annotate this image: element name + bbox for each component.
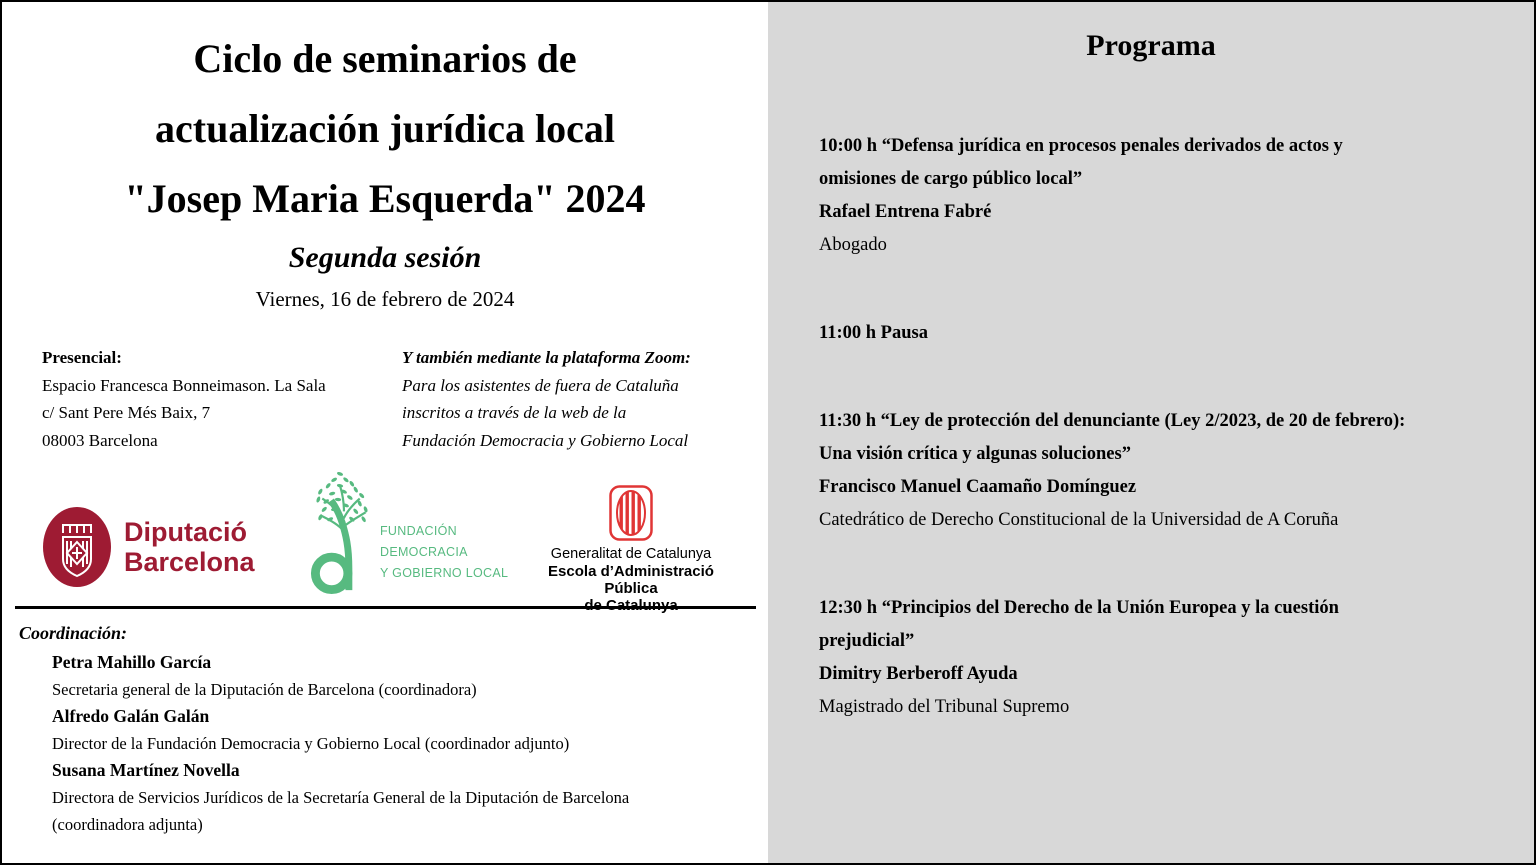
person-role: (coordinadora adjunta) [52, 815, 203, 834]
person-name: Petra Mahillo García [52, 652, 212, 672]
speaker-name: Rafael Entrena Fabré [819, 202, 992, 222]
zoom-platform-line: Para los asistentes de fuera de Cataluña [402, 375, 679, 395]
event-title [2, 24, 768, 234]
senyera-shield-icon [608, 484, 654, 542]
venue-label: Presencial: [42, 348, 122, 367]
program-title: Programa [1086, 29, 1216, 62]
zoom-platform-line: Fundación Democracia y Gobierno Local [402, 430, 689, 450]
speaker-role: Magistrado del Tribunal Supremo [819, 697, 1070, 717]
generalitat-wordmark-line: Generalitat de Catalunya [550, 546, 712, 562]
fundacion-tree-icon [310, 468, 372, 598]
fundacion-wordmark-line: Y GOBIERNO LOCAL [380, 566, 509, 580]
program-item [819, 130, 1494, 262]
event-title-line: Ciclo de seminarios de [193, 36, 577, 81]
program-item [819, 405, 1494, 537]
event-info-panel [2, 2, 768, 863]
program-item-title-line: omisiones de cargo público local” [819, 169, 1083, 189]
coordination-section [2, 621, 768, 838]
program-item-title-line: prejudicial” [819, 631, 915, 651]
diputacio-wordmark-line: Barcelona [124, 547, 255, 577]
program-item-title-line: 11:30 h “Ley de protección del denunciante (Ley 2/2023, de 20 de febrero): [819, 411, 1406, 431]
attendance-info-row [2, 344, 768, 454]
program-item-title-line: 10:00 h “Defensa jurídica en procesos penales derivados de actos y [819, 136, 1343, 156]
program-item [819, 317, 1494, 350]
diputacio-emblem-icon [42, 506, 112, 588]
fundacion-wordmark-line: DEMOCRACIA [380, 545, 468, 559]
venue-line: Espacio Francesca Bonneimason. La Sala [42, 375, 326, 395]
zoom-platform-label: Y también mediante la plataforma Zoom: [402, 348, 691, 367]
person-role: Director de la Fundación Democracia y Gobierno Local (coordinador adjunto) [52, 734, 570, 753]
person-name: Susana Martínez Novella [52, 760, 240, 780]
diputacio-wordmark [124, 517, 255, 577]
person-name: Alfredo Galán Galán [52, 706, 210, 726]
diputacio-barcelona-logo [42, 506, 255, 588]
generalitat-wordmark-line: de Catalunya [584, 597, 678, 614]
speaker-name: Dimitry Berberoff Ayuda [819, 664, 1018, 684]
fundacion-wordmark-line: FUNDACIÓN [380, 524, 458, 538]
event-title-line: actualización jurídica local [155, 106, 615, 151]
person-role: Secretaria general de la Diputación de Barcelona (coordinadora) [52, 680, 477, 699]
program-item-title-line: 11:00 h Pausa [819, 323, 928, 343]
venue-line: c/ Sant Pere Més Baix, 7 [42, 403, 211, 422]
venue-block [42, 344, 402, 454]
zoom-platform-line: inscritos a través de la web de la [402, 403, 627, 422]
session-date: Viernes, 16 de febrero de 2024 [255, 287, 515, 311]
person-role: Directora de Servicios Jurídicos de la Secretaría General de la Diputación de Barcelona [52, 788, 630, 807]
program-panel [768, 2, 1534, 863]
fundacion-democracia-logo [310, 468, 508, 598]
program-item-title-line: Una visión crítica y algunas soluciones” [819, 444, 1131, 464]
diputacio-wordmark-line: Diputació [124, 517, 248, 547]
coordination-people [52, 649, 768, 838]
program-item [819, 592, 1494, 724]
speaker-name: Francisco Manuel Caamaño Domínguez [819, 477, 1137, 497]
generalitat-catalunya-logo [522, 484, 740, 614]
zoom-platform-block [402, 344, 691, 454]
speaker-role: Abogado [819, 235, 887, 255]
fundacion-wordmark [380, 521, 508, 584]
speaker-role: Catedrático de Derecho Constitucional de la Universidad de A Coruña [819, 510, 1339, 530]
program-item-title-line: 12:30 h “Principios del Derecho de la Unión Europea y la cuestión [819, 598, 1339, 618]
venue-line: 08003 Barcelona [42, 430, 158, 450]
session-subtitle: Segunda sesión [288, 241, 482, 274]
generalitat-wordmark-line: Escola d’Administració Pública [548, 563, 714, 597]
logos-row [2, 468, 768, 614]
coordination-label: Coordinación: [19, 623, 128, 643]
event-title-line: "Josep Maria Esquerda" 2024 [124, 176, 646, 221]
